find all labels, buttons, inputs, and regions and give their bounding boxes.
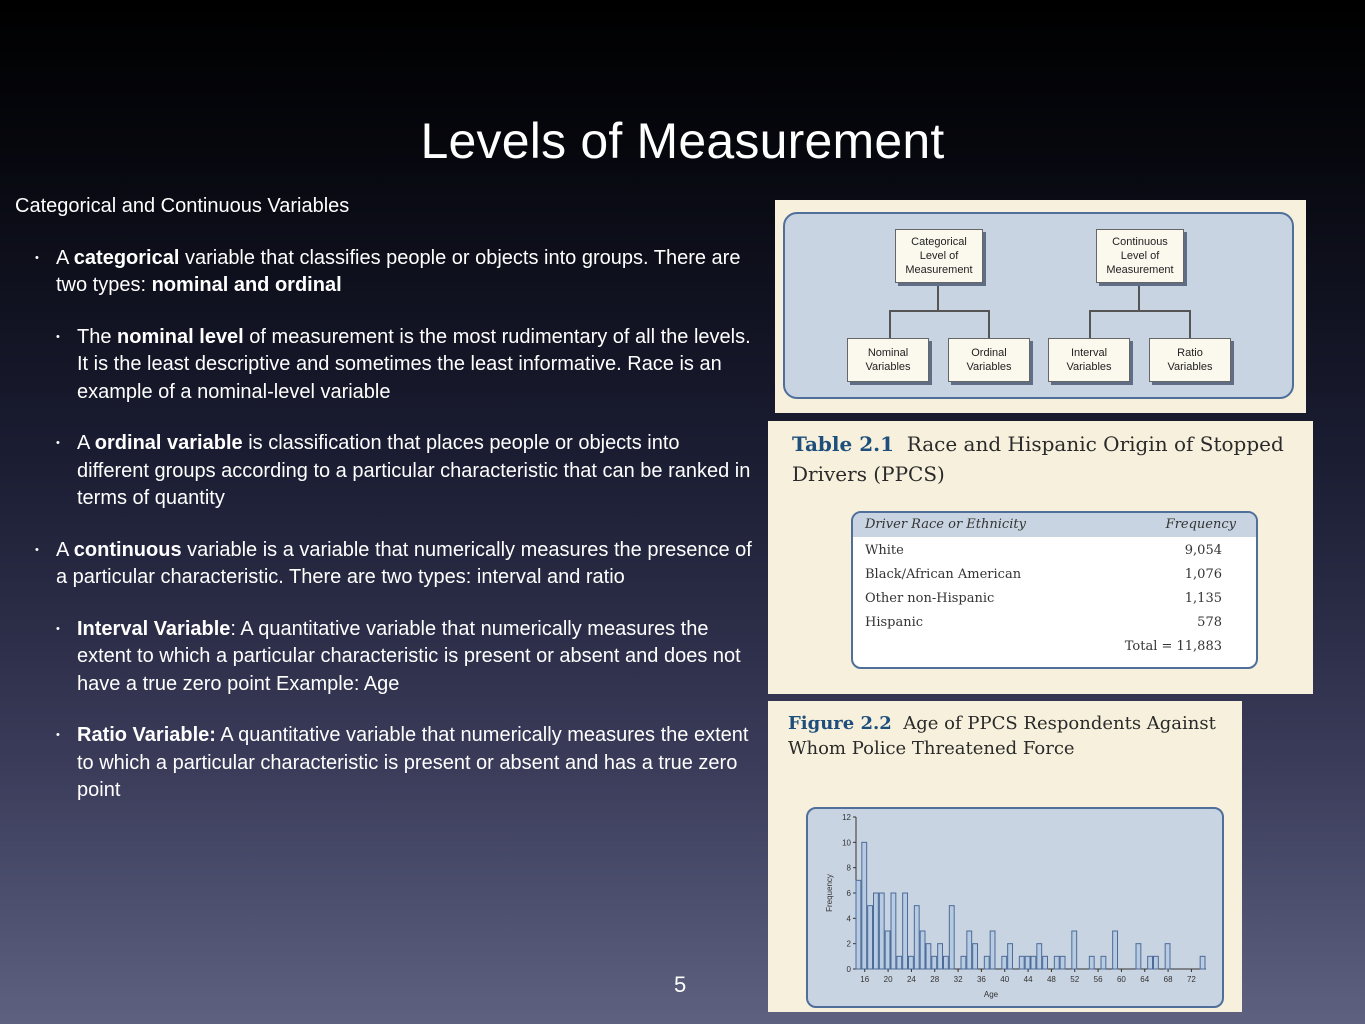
histogram-bar [920, 931, 925, 969]
y-tick-label: 10 [842, 838, 851, 848]
diagram-box-ordinal: Ordinal Variables [948, 338, 1030, 382]
x-tick-label: 48 [1046, 975, 1056, 984]
bullet-categorical: • A categorical variable that classifies people or objects into groups. There are two types: nominal and ordinal [35, 246, 741, 296]
histogram-bar [1037, 944, 1042, 969]
histogram-bar [1054, 956, 1059, 969]
histogram-bar [944, 956, 949, 969]
diagram-frame [783, 212, 1294, 399]
table-row: Other non-Hispanic 1,135 [865, 591, 1222, 606]
bullet-interval: • Interval Variable: A quantitative variable that numerically measures the extent to which a particular characteristic is present or absent and does not have a true zero point Example: Age [56, 617, 741, 695]
diagram-connector [1089, 310, 1091, 338]
x-tick-label: 72 [1186, 975, 1196, 984]
age-histogram-image [768, 701, 1242, 1012]
histogram-bar [1101, 956, 1106, 969]
histogram-bar [949, 906, 954, 969]
bullet-dot-icon: • [35, 543, 39, 556]
diagram-box-continuous: Continuous Level of Measurement [1096, 229, 1184, 283]
x-tick-label: 68 [1163, 975, 1173, 984]
diagram-connector [988, 310, 990, 338]
y-tick-label: 6 [846, 889, 851, 898]
body-subtitle: Categorical and Continuous Variables [15, 195, 350, 217]
histogram-frame [806, 807, 1224, 1008]
histogram-bar [879, 893, 884, 969]
diagram-box-ratio: Ratio Variables [1149, 338, 1231, 382]
histogram-bar [1136, 944, 1141, 969]
x-tick-label: 56 [1093, 975, 1103, 984]
x-tick-label: 44 [1023, 975, 1033, 984]
histogram-bar [938, 944, 943, 969]
table-row: White 9,054 [865, 543, 1222, 558]
y-tick-label: 2 [846, 939, 851, 949]
diagram-box-interval: Interval Variables [1048, 338, 1130, 382]
histogram-bar [1200, 956, 1205, 969]
histogram-bar [868, 906, 873, 969]
x-tick-label: 32 [953, 975, 963, 984]
histogram-bar [1060, 956, 1065, 969]
histogram-bar [961, 956, 966, 969]
histogram-bar [1072, 931, 1077, 969]
histogram-bar [984, 956, 989, 969]
bullet-ratio: • Ratio Variable: A quantitative variable that numerically measures the extent to which a particular characteristic is present or absent and has a true zero point [56, 724, 749, 801]
age-histogram [808, 809, 1222, 1006]
x-axis-label: Age [983, 990, 999, 999]
x-tick-label: 24 [906, 975, 916, 984]
page-number: 5 [674, 972, 687, 997]
histogram-bar [1089, 956, 1094, 969]
frequency-table [851, 511, 1258, 669]
y-tick-label: 4 [846, 914, 851, 924]
histogram-bar [967, 931, 972, 969]
bullet-ordinal: • A ordinal variable is classification that places people or objects into different groups according to a particular characteristic that can be ranked in terms of quantity [56, 432, 751, 509]
x-tick-label: 28 [930, 975, 940, 984]
table-row: Black/African American 1,076 [865, 567, 1222, 582]
histogram-bar [1008, 944, 1013, 969]
table-caption: Table 2.1 Race and Hispanic Origin of Stopped Drivers (PPCS) [792, 432, 1284, 486]
bullet-dot-icon: • [56, 330, 60, 343]
diagram-connector [1189, 310, 1191, 338]
y-axis-label: Frequency [825, 874, 834, 912]
y-tick-label: 12 [842, 813, 851, 822]
x-tick-label: 52 [1070, 975, 1080, 984]
bullet-dot-icon: • [56, 622, 60, 635]
y-tick-label: 0 [846, 965, 851, 974]
x-tick-label: 60 [1116, 975, 1126, 984]
histogram-bar [1043, 956, 1048, 969]
histogram-bar [1025, 956, 1030, 969]
figure-caption: Figure 2.2 Age of PPCS Respondents Against Whom Police Threatened Force [788, 713, 1216, 759]
histogram-bar [885, 931, 890, 969]
y-tick-label: 8 [846, 863, 851, 873]
histogram-bar [862, 842, 867, 969]
histogram-bar [914, 906, 919, 969]
histogram-bar [926, 944, 931, 969]
bullet-dot-icon: • [56, 437, 60, 449]
diagram-connector [1138, 283, 1140, 310]
histogram-bar [909, 956, 914, 969]
histogram-bar [891, 893, 896, 969]
bullet-dot-icon: • [35, 251, 39, 264]
x-tick-label: 36 [976, 975, 986, 984]
histogram-bar [1019, 956, 1024, 969]
diagram-connector [1089, 310, 1191, 312]
diagram-connector [937, 283, 939, 310]
x-tick-label: 40 [1000, 975, 1010, 984]
diagram-connector [889, 310, 990, 312]
table-header: Driver Race or Ethnicity Frequency [853, 513, 1256, 537]
x-tick-label: 64 [1140, 975, 1150, 984]
table-row: Hispanic 578 [865, 615, 1222, 630]
x-tick-label: 16 [860, 975, 870, 984]
histogram-bar [932, 956, 937, 969]
histogram-bar [856, 880, 861, 969]
x-tick-label: 20 [883, 975, 893, 984]
histogram-bar [1031, 956, 1036, 969]
table-total-row: Total = 11,883 [1124, 639, 1222, 654]
histogram-bar [973, 944, 978, 969]
bullet-continuous: • A continuous variable is a variable that numerically measures the presence of a particular characteristic. There are two types: interval and ratio [35, 538, 752, 588]
diagram-box-categorical: Categorical Level of Measurement [895, 229, 983, 283]
bullet-dot-icon: • [56, 729, 60, 741]
slide-title: Levels of Measurement [420, 113, 945, 169]
race-table-image [768, 421, 1313, 694]
slide-body [15, 193, 755, 829]
histogram-bar [1154, 956, 1159, 969]
diagram-connector [889, 310, 891, 338]
bullet-nominal: • The nominal level of measurement is the most rudimentary of all the levels. It is the least descriptive and sometimes the least informative. Race is an example of a nominal-level variable [56, 325, 751, 403]
histogram-bar [1148, 956, 1153, 969]
histogram-bar [1113, 931, 1118, 969]
histogram-bar [990, 931, 995, 969]
histogram-bar [1165, 944, 1170, 969]
histogram-bar [903, 893, 908, 969]
diagram-box-nominal: Nominal Variables [847, 338, 929, 382]
histogram-bar [874, 893, 879, 969]
histogram-bar [897, 956, 902, 969]
measurement-diagram [775, 200, 1306, 413]
histogram-bar [1002, 956, 1007, 969]
